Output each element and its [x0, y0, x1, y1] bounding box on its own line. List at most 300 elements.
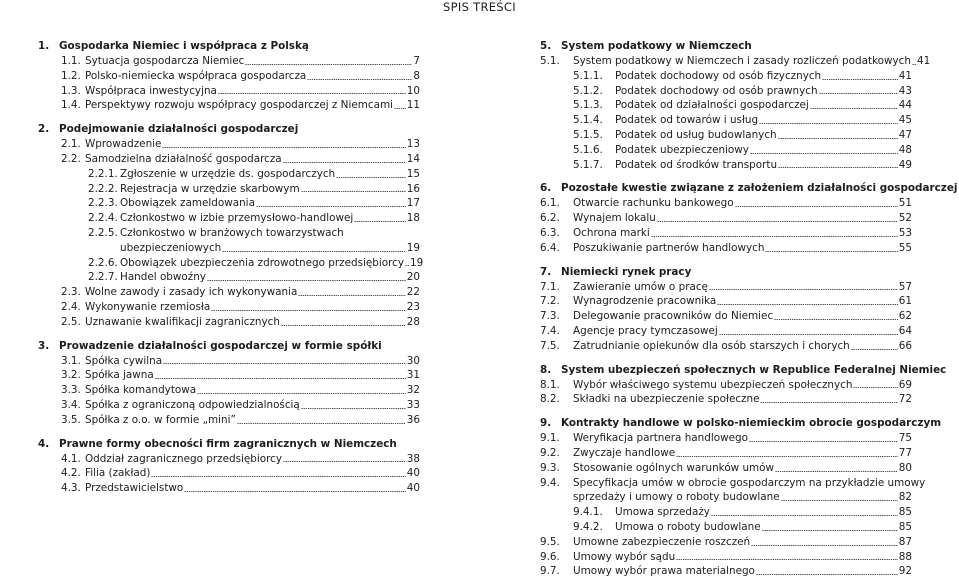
- toc-chapter[interactable]: [38, 38, 420, 54]
- toc-chapter[interactable]: [38, 436, 420, 452]
- subsection-title: Podatek od usług budowlanych: [615, 128, 777, 141]
- toc-section[interactable]: [540, 226, 912, 241]
- toc-section[interactable]: [38, 354, 420, 369]
- page-number: 14: [406, 152, 420, 165]
- page-number: 48: [898, 143, 912, 156]
- section-title: Spółka jawna: [85, 369, 154, 382]
- page-number: 40: [406, 482, 420, 495]
- page-number: 52: [898, 212, 912, 225]
- section-gap: [540, 407, 912, 415]
- page-number: 62: [898, 310, 912, 323]
- dot-leader: [218, 92, 406, 95]
- toc-section[interactable]: [38, 413, 420, 428]
- page-number: 10: [406, 84, 420, 97]
- section-title: Spółka z o.o. w formie „mini”: [85, 413, 236, 426]
- section-title: Weryfikacja partnera handlowego: [573, 432, 748, 445]
- toc-section[interactable]: [38, 69, 420, 84]
- section-title: Otwarcie rachunku bankowego: [573, 197, 734, 210]
- section-title: Wprowadzenie: [85, 138, 162, 151]
- section-number: 3.1.: [61, 354, 81, 367]
- section-title: Wynagrodzenie pracownika: [573, 295, 717, 308]
- section-number: 4.3.: [61, 482, 81, 495]
- toc-section[interactable]: [540, 241, 912, 256]
- dot-leader: [912, 63, 916, 66]
- dot-leader: [394, 107, 406, 110]
- section-number: 9.1.: [540, 432, 560, 445]
- section-number: 5.1.: [540, 55, 560, 67]
- dot-leader: [756, 573, 898, 576]
- chapter-number: 7.: [540, 265, 552, 278]
- chapter-title: Gospodarka Niemiec i współpraca z Polską: [59, 40, 309, 52]
- dot-leader: [676, 558, 898, 561]
- page-number: 11: [406, 99, 420, 112]
- toc-section[interactable]: [38, 368, 420, 383]
- section-title: Spółka komandytowa: [85, 384, 197, 397]
- toc-chapter[interactable]: [540, 264, 912, 280]
- section-title: Wynajem lokalu: [573, 212, 656, 225]
- page-number: 28: [406, 315, 420, 328]
- subsection-title: Podatek dochodowy od osób fizycznych: [615, 69, 822, 82]
- toc-section[interactable]: [38, 98, 420, 113]
- page-number: 92: [898, 565, 912, 578]
- section-title: Specyfikacja umów w obrocie gospodarczym na przykładzie umowy: [573, 476, 926, 489]
- section-title: Współpraca inwestycyjna: [85, 84, 217, 97]
- section-number: 4.2.: [61, 467, 81, 480]
- toc-section[interactable]: [540, 564, 912, 579]
- section-title: Umowy wybór sądu: [573, 550, 676, 563]
- dot-leader: [184, 490, 406, 493]
- page-number: 41: [916, 55, 931, 67]
- toc-chapter[interactable]: [540, 362, 947, 378]
- subsection-title: Członkostwo w izbie przemysłowo-handlowej: [120, 212, 354, 225]
- section-number: 2.4.: [61, 300, 81, 313]
- dot-leader: [759, 122, 898, 125]
- toc-section[interactable]: [540, 339, 912, 354]
- dot-leader: [283, 460, 406, 463]
- dot-leader: [245, 63, 412, 66]
- page-number: 57: [898, 280, 912, 293]
- toc-section[interactable]: [38, 54, 420, 69]
- subsection-number: 5.1.3.: [573, 99, 603, 112]
- section-title: Spółka cywilna: [85, 354, 163, 367]
- section-number: 3.2.: [61, 369, 81, 382]
- section-title: Agencje pracy tymczasowej: [573, 324, 718, 337]
- section-number: 6.4.: [540, 241, 560, 254]
- section-title: Umowy wybór prawa materialnego: [573, 565, 755, 578]
- toc-section[interactable]: [38, 315, 420, 330]
- page-number: 38: [406, 452, 420, 465]
- dot-leader: [751, 544, 898, 547]
- subsection-number: 9.4.1.: [573, 506, 603, 519]
- section-number: 2.5.: [61, 315, 81, 328]
- toc-subsection[interactable]: [38, 182, 420, 197]
- dot-leader: [853, 386, 897, 389]
- toc-subsection[interactable]: [38, 211, 420, 226]
- toc-subsection[interactable]: [540, 98, 912, 113]
- toc-section[interactable]: [540, 446, 912, 461]
- subsection-title: Podatek od towarów i usług: [615, 114, 759, 127]
- toc-section[interactable]: [540, 392, 912, 407]
- dot-leader: [283, 161, 406, 164]
- toc-subsection[interactable]: [38, 256, 424, 271]
- section-number: 1.2.: [61, 69, 81, 82]
- section-title: Zatrudnianie opiekunów dla osób starszych i chorych: [573, 339, 850, 352]
- page-number: 80: [898, 461, 912, 474]
- toc-right-column: [540, 38, 958, 579]
- toc-section[interactable]: [540, 324, 912, 339]
- toc-section[interactable]: [540, 280, 912, 295]
- chapter-number: 8.: [540, 363, 552, 376]
- page-number: 82: [898, 491, 912, 504]
- page-number: 32: [406, 384, 420, 397]
- dot-leader: [778, 166, 898, 169]
- page-number: 7: [413, 55, 420, 67]
- section-title: Oddział zagranicznego przedsiębiorcy: [85, 452, 283, 465]
- section-number: 6.2.: [540, 212, 560, 225]
- section-gap: [540, 354, 912, 362]
- page-number: 53: [898, 226, 912, 239]
- subsection-number: 9.4.2.: [573, 520, 603, 533]
- chapter-title: Kontrakty handlowe w polsko-niemieckim obrocie gospodarczym: [561, 417, 942, 430]
- chapter-number: 6.: [540, 182, 552, 195]
- dot-leader: [735, 205, 898, 208]
- toc-section[interactable]: [540, 54, 931, 69]
- page-number: 64: [898, 324, 912, 337]
- dot-leader: [851, 348, 898, 351]
- page-number: 30: [406, 354, 420, 367]
- page-number: 22: [406, 286, 420, 299]
- subsection-number: 5.1.1.: [573, 69, 603, 82]
- page-number: 40: [406, 467, 420, 480]
- dot-leader: [749, 440, 898, 443]
- section-gap: [38, 428, 420, 436]
- page-number: 69: [898, 378, 912, 391]
- page-number: 15: [406, 167, 420, 180]
- section-title: Ochrona marki: [573, 226, 650, 239]
- section-number: 2.2.: [61, 152, 81, 165]
- section-title: Samodzielna działalność gospodarcza: [85, 152, 282, 165]
- toc-section[interactable]: [38, 300, 420, 315]
- toc-section-wrapped[interactable]: [540, 476, 926, 491]
- section-title: Filia (zakład): [85, 467, 151, 480]
- page-number: 33: [406, 398, 420, 411]
- toc-section[interactable]: [38, 152, 420, 167]
- subsection-number: 2.2.5.: [88, 226, 118, 239]
- section-title: Poszukiwanie partnerów handlowych: [573, 241, 765, 254]
- page-number: 13: [406, 138, 420, 151]
- page-number: 47: [898, 128, 912, 141]
- dot-leader: [810, 107, 898, 110]
- section-gap: [38, 113, 420, 121]
- chapter-number: 5.: [540, 40, 552, 52]
- dot-leader: [775, 470, 898, 473]
- toc-section[interactable]: [540, 309, 912, 324]
- toc-section[interactable]: [38, 481, 420, 496]
- page-number: 36: [406, 413, 420, 426]
- section-gap: [540, 172, 912, 180]
- toc-section[interactable]: [38, 285, 420, 300]
- chapter-number: 4.: [38, 437, 50, 450]
- toc-subsection[interactable]: [540, 520, 912, 535]
- dot-leader: [778, 137, 898, 140]
- dot-leader: [774, 318, 898, 321]
- dot-leader: [819, 92, 898, 95]
- page-number: 72: [898, 393, 912, 406]
- dot-leader: [750, 152, 898, 155]
- dot-leader: [719, 333, 898, 336]
- subsection-title: Rejestracja w urzędzie skarbowym: [120, 182, 300, 195]
- page-number: 66: [898, 339, 912, 352]
- section-number: 7.2.: [540, 295, 560, 308]
- page-number: 18: [406, 212, 420, 225]
- toc-subsection-continuation[interactable]: [38, 241, 420, 256]
- section-title: Przedstawicielstwo: [85, 482, 184, 495]
- section-gap: [38, 330, 420, 338]
- toc-subsection[interactable]: [540, 128, 912, 143]
- toc-section[interactable]: [540, 378, 912, 393]
- subsection-title: Podatek od działalności gospodarczej: [615, 99, 809, 112]
- subsection-title: Umowa o roboty budowlane: [615, 520, 761, 533]
- subsection-number: 5.1.4.: [573, 114, 603, 127]
- chapter-title: Niemiecki rynek pracy: [561, 265, 692, 278]
- page-number: 19: [410, 256, 424, 269]
- subsection-number: 5.1.7.: [573, 158, 603, 171]
- toc-subsection[interactable]: [540, 143, 912, 158]
- dot-leader: [405, 264, 409, 267]
- toc-chapter[interactable]: [38, 121, 420, 137]
- chapter-number: 3.: [38, 339, 50, 352]
- page-number: 16: [406, 182, 420, 195]
- toc-section-continuation[interactable]: [540, 490, 912, 505]
- section-number: 9.4.: [540, 476, 560, 489]
- section-title: Stosowanie ogólnych warunków umów: [573, 461, 775, 474]
- section-title: Wykonywanie rzemiosła: [85, 300, 211, 313]
- toc-section[interactable]: [38, 398, 420, 413]
- dot-leader: [207, 279, 406, 282]
- toc-section[interactable]: [38, 466, 420, 481]
- section-number: 6.1.: [540, 197, 560, 210]
- page-number: 19: [406, 241, 420, 254]
- page-number: 77: [898, 446, 912, 459]
- subsection-title: Obowiązek zameldowania: [120, 197, 255, 210]
- page-number: 45: [898, 114, 912, 127]
- chapter-title: System podatkowy w Niemczech: [561, 40, 752, 52]
- subsection-number: 2.2.7.: [88, 271, 118, 284]
- dot-leader: [354, 220, 406, 223]
- dot-leader: [237, 422, 406, 425]
- subsection-title-continuation: ubezpieczeniowych: [120, 241, 222, 254]
- page-number: 41: [898, 69, 912, 82]
- section-title: Wybór właściwego systemu ubezpieczeń społecznych: [573, 378, 853, 391]
- dot-leader: [336, 176, 406, 179]
- page-number: 51: [898, 197, 912, 210]
- section-title: Perspektywy rozwoju współpracy gospodarczej z Niemcami: [85, 99, 393, 112]
- section-number: 2.3.: [61, 286, 81, 299]
- page-number: 44: [898, 99, 912, 112]
- subsection-number: 2.2.3.: [88, 197, 118, 210]
- dot-leader: [762, 529, 898, 532]
- page-number: 55: [898, 241, 912, 254]
- section-number: 9.2.: [540, 446, 560, 459]
- section-number: 3.4.: [61, 398, 81, 411]
- dot-leader: [162, 146, 405, 149]
- page-number: 20: [406, 271, 420, 284]
- section-number: 1.4.: [61, 99, 81, 112]
- section-number: 4.1.: [61, 452, 81, 465]
- toc-subsection[interactable]: [540, 113, 912, 128]
- section-number: 8.1.: [540, 378, 560, 391]
- page-number: 75: [898, 432, 912, 445]
- section-number: 2.1.: [61, 138, 81, 151]
- subsection-title: Zgłoszenie w urzędzie ds. gospodarczych: [120, 167, 336, 180]
- toc-subsection[interactable]: [38, 196, 420, 211]
- toc-chapter[interactable]: [38, 338, 420, 354]
- dot-leader: [781, 499, 898, 502]
- section-title: Zawieranie umów o pracę: [573, 280, 708, 293]
- dot-leader: [822, 78, 898, 81]
- toc-section[interactable]: [540, 535, 912, 550]
- page-number: 17: [406, 197, 420, 210]
- dot-leader: [197, 392, 406, 395]
- page-title: SPIS TREŚCI: [443, 0, 516, 14]
- page-number: 88: [898, 550, 912, 563]
- toc-chapter[interactable]: [540, 38, 912, 54]
- section-number: 6.3.: [540, 226, 560, 239]
- chapter-number: 1.: [38, 40, 50, 52]
- section-title: Uznawanie kwalifikacji zagranicznych: [85, 315, 280, 328]
- subsection-title: Handel obwoźny: [120, 271, 206, 284]
- section-title: Sytuacja gospodarcza Niemiec: [85, 55, 245, 67]
- section-number: 1.3.: [61, 84, 81, 97]
- dot-leader: [760, 401, 897, 404]
- dot-leader: [657, 220, 898, 223]
- subsection-number: 2.2.6.: [88, 256, 118, 269]
- subsection-title: Umowa sprzedaży: [615, 506, 710, 519]
- toc-chapter[interactable]: [540, 180, 958, 196]
- section-title: Składki na ubezpieczenie społeczne: [573, 393, 760, 406]
- dot-leader: [256, 205, 406, 208]
- toc-subsection[interactable]: [38, 167, 420, 182]
- chapter-title: System ubezpieczeń społecznych w Republice Federalnej Niemiec: [561, 363, 947, 376]
- dot-leader: [307, 78, 412, 81]
- dot-leader: [222, 250, 406, 253]
- subsection-title: Podatek ubezpieczeniowy: [615, 143, 749, 156]
- subsection-number: 2.2.2.: [88, 182, 118, 195]
- subsection-number: 5.1.5.: [573, 128, 603, 141]
- chapter-title: Pozostałe kwestie związane z założeniem działalności gospodarczej: [561, 182, 958, 195]
- chapter-title: Prowadzenie działalności gospodarczej w formie spółki: [59, 339, 382, 352]
- chapter-number: 2.: [38, 123, 50, 136]
- section-number: 3.3.: [61, 384, 81, 397]
- chapter-title: Podejmowanie działalności gospodarczej: [59, 123, 299, 136]
- dot-leader: [301, 190, 406, 193]
- section-title: System podatkowy w Niemczech i zasady rozliczeń podatkowych: [573, 55, 911, 67]
- section-number: 3.5.: [61, 413, 81, 426]
- section-number: 9.5.: [540, 535, 560, 548]
- subsection-number: 2.2.4.: [88, 212, 118, 225]
- page-number: 43: [898, 84, 912, 97]
- section-number: 9.6.: [540, 550, 560, 563]
- dot-leader: [211, 309, 406, 312]
- page-number: 8: [413, 69, 420, 82]
- chapter-title: Prawne formy obecności firm zagranicznych w Niemczech: [59, 437, 397, 450]
- section-title: Polsko-niemiecka współpraca gospodarcza: [85, 69, 307, 82]
- toc-subsection[interactable]: [38, 270, 420, 285]
- section-number: 9.3.: [540, 461, 560, 474]
- section-title-continuation: sprzedaży i umowy o roboty budowlane: [573, 491, 780, 504]
- dot-leader: [711, 514, 898, 517]
- subsection-title: Podatek od środków transportu: [615, 158, 778, 171]
- section-number: 7.3.: [540, 310, 560, 323]
- section-title: Spółka z ograniczoną odpowiedzialnością: [85, 398, 300, 411]
- toc-section[interactable]: [540, 196, 912, 211]
- page-number: 31: [406, 369, 420, 382]
- dot-leader: [301, 407, 406, 410]
- page-number: 85: [898, 520, 912, 533]
- dot-leader: [717, 303, 897, 306]
- toc-section[interactable]: [540, 294, 912, 309]
- section-title: Umowne zabezpieczenie roszczeń: [573, 535, 751, 548]
- subsection-number: 5.1.2.: [573, 84, 603, 97]
- subsection-number: 2.2.1.: [88, 167, 118, 180]
- subsection-number: 5.1.6.: [573, 143, 603, 156]
- dot-leader: [281, 324, 406, 327]
- page-number: 23: [406, 300, 420, 313]
- toc-left-column: [38, 38, 424, 496]
- page-number: 49: [898, 158, 912, 171]
- toc-section[interactable]: [38, 383, 420, 398]
- section-gap: [540, 256, 912, 264]
- dot-leader: [151, 475, 405, 478]
- toc-subsection-wrapped[interactable]: [38, 226, 420, 241]
- toc-subsection[interactable]: [540, 69, 912, 84]
- section-title: Zwyczaje handlowe: [573, 446, 676, 459]
- section-number: 9.7.: [540, 565, 560, 578]
- toc-section[interactable]: [540, 461, 912, 476]
- page-number: 61: [898, 295, 912, 308]
- toc-section[interactable]: [38, 84, 420, 99]
- subsection-title: Podatek dochodowy od osób prawnych: [615, 84, 818, 97]
- subsection-title: Obowiązek ubezpieczenia zdrowotnego przedsiębiorcy: [120, 256, 405, 269]
- section-title: Wolne zawody i zasady ich wykonywania: [85, 286, 298, 299]
- toc-subsection[interactable]: [540, 158, 912, 173]
- subsection-title: Członkostwo w branżowych towarzystwach: [120, 226, 344, 239]
- toc-section[interactable]: [38, 137, 420, 152]
- dot-leader: [298, 294, 405, 297]
- section-number: 7.5.: [540, 339, 560, 352]
- section-number: 1.1.: [61, 55, 81, 67]
- page-number: 85: [898, 506, 912, 519]
- section-number: 7.4.: [540, 324, 560, 337]
- dot-leader: [155, 377, 406, 380]
- page-number: 87: [898, 535, 912, 548]
- section-number: 7.1.: [540, 280, 560, 293]
- dot-leader: [676, 455, 898, 458]
- toc-section[interactable]: [540, 211, 912, 226]
- dot-leader: [651, 235, 898, 238]
- toc-section[interactable]: [38, 452, 420, 467]
- dot-leader: [163, 362, 406, 365]
- toc-chapter[interactable]: [540, 415, 942, 431]
- toc-subsection[interactable]: [540, 84, 912, 99]
- section-title: Delegowanie pracowników do Niemiec: [573, 310, 774, 323]
- dot-leader: [709, 288, 898, 291]
- dot-leader: [765, 250, 897, 253]
- chapter-number: 9.: [540, 417, 552, 430]
- section-number: 8.2.: [540, 393, 560, 406]
- toc-section[interactable]: [540, 431, 912, 446]
- toc-subsection[interactable]: [540, 505, 912, 520]
